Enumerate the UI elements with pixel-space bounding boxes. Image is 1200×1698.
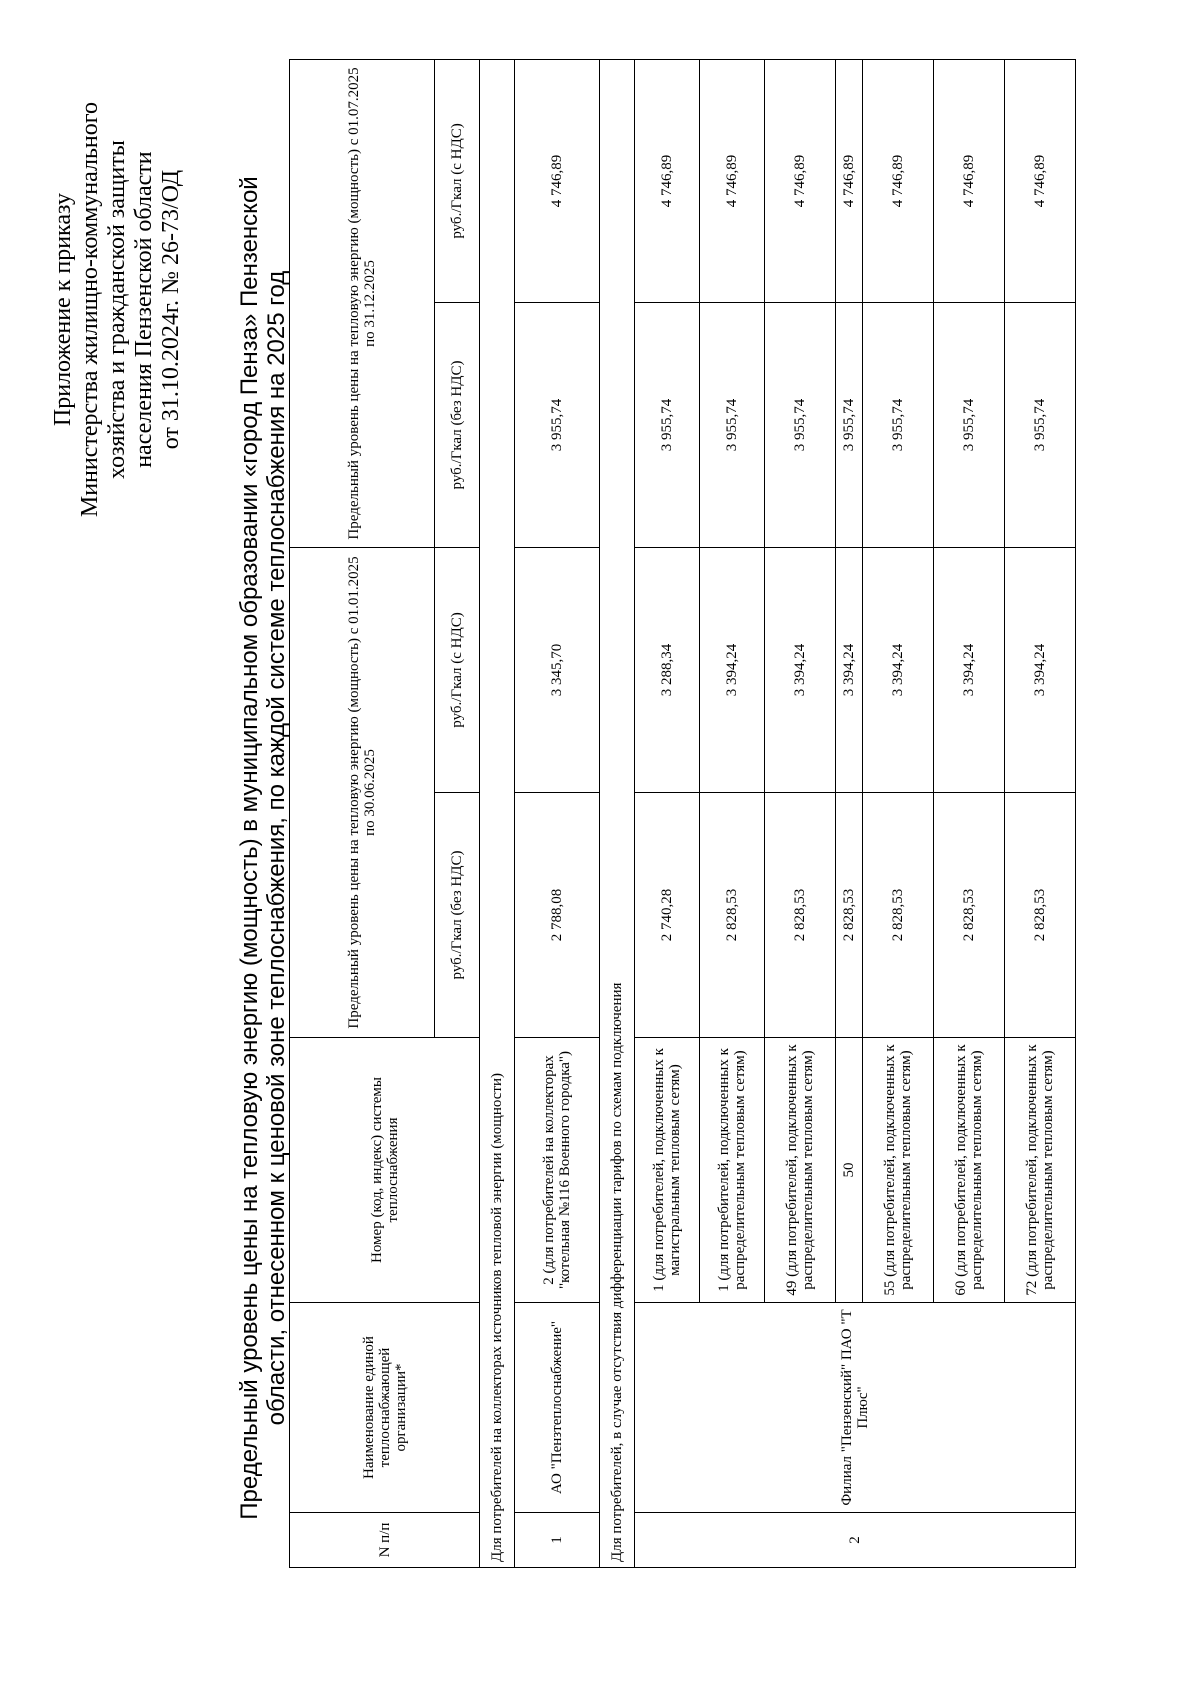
p1-no-vat: 2 828,53 [765, 793, 836, 1038]
row-system: 49 (для потребителей, подключенных к распределительным тепловым сетям) [765, 1038, 836, 1303]
header-system: Номер (код, индекс) системы теплоснабжения [290, 1038, 480, 1303]
section-row [480, 59, 515, 1567]
p1-no-vat: 2 788,08 [515, 793, 600, 1038]
p2-vat: 4 746,89 [635, 59, 700, 302]
header-org: Наименование единой теплоснабжающей организации* [290, 1303, 480, 1513]
row-num: 2 [635, 1513, 1076, 1568]
p2-vat: 4 746,89 [863, 59, 934, 302]
p1-vat: 3 394,24 [765, 547, 836, 792]
unit-no-vat: руб./Гкал (без НДС) [435, 302, 480, 547]
p1-vat: 3 394,24 [863, 547, 934, 792]
header-period-2: Предельный уровень цены на тепловую энергию (мощность) с 01.07.2025 по 31.12.2025 [290, 59, 435, 547]
section-collectors: Для потребителей на коллекторах источников тепловой энергии (мощности) [480, 59, 515, 1567]
section-no-differentiation: Для потребителей, в случае отсутствия дифференциации тарифов по схемам подключения [600, 59, 635, 1567]
table-row [515, 59, 600, 1567]
p2-no-vat: 3 955,74 [635, 302, 700, 547]
document-title [236, 138, 290, 1558]
p1-no-vat: 2 828,53 [836, 793, 863, 1038]
p1-vat: 3 394,24 [1005, 547, 1076, 792]
row-system: 1 (для потребителей, подключенных к распределительным тепловым сетям) [700, 1038, 765, 1303]
p1-no-vat: 2 740,28 [635, 793, 700, 1038]
p1-vat: 3 288,34 [635, 547, 700, 792]
p1-vat: 3 394,24 [700, 547, 765, 792]
p2-vat: 4 746,89 [515, 59, 600, 302]
header-line: населения Пензенской области [131, 151, 157, 468]
header-num: N п/п [290, 1513, 480, 1568]
p2-no-vat: 3 955,74 [934, 302, 1005, 547]
title-line-2: области, отнесенном к ценовой зоне теплоснабжения, по каждой системе теплоснабжения на 2025 год [263, 270, 290, 1426]
p1-vat: 3 394,24 [934, 547, 1005, 792]
p1-no-vat: 2 828,53 [863, 793, 934, 1038]
header-line: Приложение к приказу [50, 193, 76, 427]
header-line: Министерства жилищно-коммунального [77, 102, 103, 518]
row-system: 50 [836, 1038, 863, 1303]
p1-vat: 3 345,70 [515, 547, 600, 792]
p1-no-vat: 2 828,53 [934, 793, 1005, 1038]
tariff-table [289, 59, 1076, 1568]
order-header [50, 102, 185, 517]
p2-no-vat: 3 955,74 [515, 302, 600, 547]
p1-no-vat: 2 828,53 [700, 793, 765, 1038]
row-system: 72 (для потребителей, подключенных к распределительным тепловым сетям) [1005, 1038, 1076, 1303]
row-system: 1 (для потребителей, подключенных к магистральным тепловым сетям) [635, 1038, 700, 1303]
unit-vat: руб./Гкал (с НДС) [435, 547, 480, 792]
row-num: 1 [515, 1513, 600, 1568]
row-system: 55 (для потребителей, подключенных к распределительным тепловым сетям) [863, 1038, 934, 1303]
row-system: 2 (для потребителей на коллекторах "котельная №116 Военного городка") [515, 1038, 600, 1303]
table-header-row [290, 59, 435, 1567]
p2-vat: 4 746,89 [836, 59, 863, 302]
row-system: 60 (для потребителей, подключенных к распределительным тепловым сетям) [934, 1038, 1005, 1303]
unit-vat: руб./Гкал (с НДС) [435, 59, 480, 302]
unit-no-vat: руб./Гкал (без НДС) [435, 793, 480, 1038]
p2-vat: 4 746,89 [1005, 59, 1076, 302]
p2-no-vat: 3 955,74 [765, 302, 836, 547]
row-org: АО "Пензтеплоснабжение" [515, 1303, 600, 1513]
header-period-1: Предельный уровень цены на тепловую энергию (мощность) с 01.01.2025 по 30.06.2025 [290, 547, 435, 1037]
table-row [635, 59, 700, 1567]
p2-vat: 4 746,89 [700, 59, 765, 302]
header-line: от 31.10.2024г. № 26-73/ОД [158, 169, 184, 450]
title-line-1: Предельный уровень цены на тепловую энергию (мощность) в муниципальном образовании «город Пенза» Пензенской [236, 176, 263, 1520]
section-row [600, 59, 635, 1567]
p2-vat: 4 746,89 [765, 59, 836, 302]
p2-no-vat: 3 955,74 [863, 302, 934, 547]
p1-vat: 3 394,24 [836, 547, 863, 792]
p2-no-vat: 3 955,74 [1005, 302, 1076, 547]
p2-no-vat: 3 955,74 [836, 302, 863, 547]
p2-no-vat: 3 955,74 [700, 302, 765, 547]
p1-no-vat: 2 828,53 [1005, 793, 1076, 1038]
header-line: хозяйства и гражданской защиты [104, 140, 130, 480]
row-org: Филиал "Пензенский" ПАО "Т Плюс" [635, 1303, 1076, 1513]
p2-vat: 4 746,89 [934, 59, 1005, 302]
